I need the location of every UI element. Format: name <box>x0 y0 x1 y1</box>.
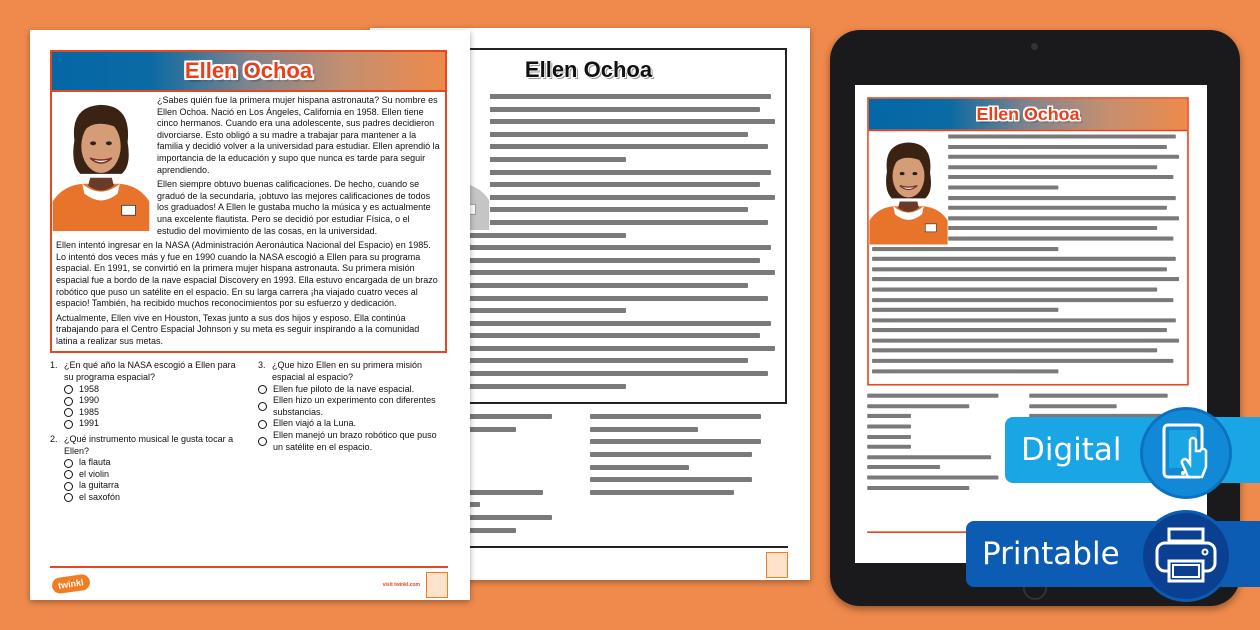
digital-label: Digital <box>1021 432 1122 468</box>
option-label: Ellen fue piloto de la nave espacial. <box>273 383 415 394</box>
option-label: Ellen hizo un experimento con diferentes substancias. <box>273 395 436 417</box>
text-line-placeholder <box>590 465 689 470</box>
radio-button[interactable] <box>64 408 73 417</box>
twinkl-logo: twinkl <box>51 573 90 594</box>
answer-option[interactable] <box>64 384 240 396</box>
ellen-ochoa-portrait <box>52 95 150 231</box>
question-number: 1. <box>50 360 58 371</box>
worksheet-footer <box>50 566 448 600</box>
worksheet-title: Ellen Ochoa <box>184 58 313 83</box>
question-1 <box>50 360 240 430</box>
option-label: 1991 <box>79 418 100 429</box>
text-line-placeholder <box>872 247 1058 251</box>
option-label: 1990 <box>79 395 100 406</box>
text-line-placeholder <box>867 424 911 428</box>
radio-button[interactable] <box>64 420 73 429</box>
text-line-placeholder <box>867 404 969 408</box>
visit-link[interactable]: visit twinkl.com <box>382 582 420 588</box>
option-label: Ellen viajó a la Luna. <box>273 418 357 429</box>
question-3 <box>258 360 448 453</box>
option-label: la flauta <box>79 457 111 468</box>
question-number: 3. <box>258 360 266 371</box>
answer-option[interactable] <box>64 469 240 481</box>
text-line-placeholder <box>590 439 761 444</box>
text-line-placeholder <box>872 318 1176 322</box>
radio-button[interactable] <box>258 385 267 394</box>
answer-option[interactable] <box>64 395 240 407</box>
radio-button[interactable] <box>64 397 73 406</box>
question-text: ¿Qué instrumento musical le gusta tocar a Ellen? <box>64 434 234 456</box>
option-label: 1985 <box>79 406 100 417</box>
text-line-placeholder <box>590 477 752 482</box>
reading-passage-box <box>50 50 447 353</box>
question-text: ¿En qué año la NASA escogió a Ellen para su programa espacial? <box>64 360 236 383</box>
question-2 <box>50 434 240 504</box>
radio-button[interactable] <box>64 493 73 502</box>
text-line-placeholder <box>872 308 1058 312</box>
option-label: 1958 <box>79 383 100 394</box>
text-line-placeholder <box>1029 394 1168 398</box>
text-line-placeholder <box>867 445 911 449</box>
text-line-placeholder <box>872 267 1167 271</box>
answer-option[interactable] <box>258 384 448 396</box>
bio-paragraph: Actualmente, Ellen vive en Houston, Texas junto a sus dos hijos y esposo. Ella continúa trabajando para el Centro Espacial Johnson y su meta es seguir inspirando a la comunidad latina a realizar sus metas. <box>56 312 420 346</box>
worksheet-title: Ellen Ochoa <box>524 57 653 82</box>
text-line-placeholder <box>867 465 940 469</box>
text-line-placeholder <box>590 414 761 419</box>
option-label: el violin <box>79 468 110 479</box>
text-line-placeholder <box>867 455 991 459</box>
bio-paragraph: ¿Sabes quién fue la primera mujer hispana astronauta? Su nombre es Ellen Ochoa. Nació en Los Ángeles, California en 1958. Ellen tiene cinco hermanos. Cuando era una adolescente, sus padres decidieron divorciarse. Esto obligó a su madre a trabajar para mantener a la familia y decidió volver a la universidad para estudiar. Ellen aprendió la importancia de la educación y supo que nunca es tarde para seguir aprendiendo. <box>157 95 440 175</box>
quality-badge-icon <box>766 552 788 578</box>
radio-button[interactable] <box>258 420 267 429</box>
text-line-placeholder <box>872 298 1173 302</box>
text-line-placeholder <box>872 369 1058 373</box>
text-line-placeholder <box>867 435 911 439</box>
text-line-placeholder <box>867 486 969 490</box>
radio-button[interactable] <box>258 402 267 411</box>
text-line-placeholder <box>590 490 734 495</box>
answer-option[interactable] <box>258 418 448 430</box>
tablet-screen <box>855 85 1207 563</box>
text-line-placeholder <box>872 287 1157 291</box>
question-text: ¿Que hizo Ellen en su primera misión espacial al espacio? <box>272 360 423 383</box>
tablet-touch-icon <box>1140 407 1232 499</box>
answer-option[interactable] <box>258 430 448 453</box>
radio-button[interactable] <box>64 470 73 479</box>
radio-button[interactable] <box>64 482 73 491</box>
text-line-placeholder <box>590 452 752 457</box>
quality-badge-icon <box>426 572 448 598</box>
text-line-placeholder <box>867 475 998 479</box>
radio-button[interactable] <box>258 437 267 446</box>
option-label: la guitarra <box>79 480 120 491</box>
answer-option[interactable] <box>64 407 240 419</box>
worksheet-title: Ellen Ochoa <box>976 103 1080 124</box>
title-banner <box>52 52 445 92</box>
questions-section <box>50 360 448 507</box>
bio-paragraph: Ellen intentó ingresar en la NASA (Administración Aeronáutica Nacional del Espacio) en 1985. Lo intentó dos veces más y fue en 1990 cuando la NASA escogió a Ellen para su programa espacial. En 1991, se convirtió en la primera mujer hispana astronauta. Su primera misión espacial fue a bordo de la nave espacial Discovery en 1993. Ella estuvo encargada de un brazo robótico que puso un satélite en el espacio. En su larga carrera ¡ha viajado cuatro veces al espacio! También, ha recibido muchos reconocimientos por su esfuerzo y dedicación. <box>56 240 438 309</box>
option-label: Ellen manejó un brazo robótico que puso un satélite en el espacio. <box>273 430 437 452</box>
answer-option[interactable] <box>64 492 240 504</box>
reading-passage-box <box>867 97 1189 386</box>
text-line-placeholder <box>872 338 1179 342</box>
answer-option[interactable] <box>258 395 448 418</box>
answer-option[interactable] <box>64 480 240 492</box>
text-line-placeholder <box>867 394 998 398</box>
text-line-placeholder <box>872 328 1167 332</box>
text-line-placeholder <box>590 427 698 432</box>
radio-button[interactable] <box>64 459 73 468</box>
printer-icon <box>1140 510 1232 602</box>
answer-option[interactable] <box>64 457 240 469</box>
worksheet-printable-color <box>30 30 470 600</box>
text-line-placeholder <box>867 414 911 418</box>
text-line-placeholder <box>872 349 1157 353</box>
radio-button[interactable] <box>64 385 73 394</box>
answer-option[interactable] <box>64 418 240 430</box>
worksheet-digital <box>855 85 1207 559</box>
camera-icon <box>1031 43 1038 50</box>
text-line-placeholder <box>1029 404 1116 408</box>
question-number: 2. <box>50 434 58 445</box>
printable-label: Printable <box>982 536 1120 572</box>
text-line-placeholder <box>872 277 1179 281</box>
title-banner <box>869 99 1187 131</box>
text-line-placeholder <box>872 359 1173 363</box>
bio-paragraph: Ellen siempre obtuvo buenas calificaciones. De hecho, cuando se graduó de la secundaria, ¡obtuvo las mejores calificaciones de todos los graduados! A Ellen le gustaba mucho la música y es actualmente una excelente flautista. Pero se decidió por estudiar Física, o el estudio del movimiento de las cosas, en la universidad. <box>157 179 431 236</box>
ellen-ochoa-portrait <box>869 134 948 244</box>
option-label: el saxofón <box>79 492 121 502</box>
text-line-placeholder <box>872 257 1176 261</box>
